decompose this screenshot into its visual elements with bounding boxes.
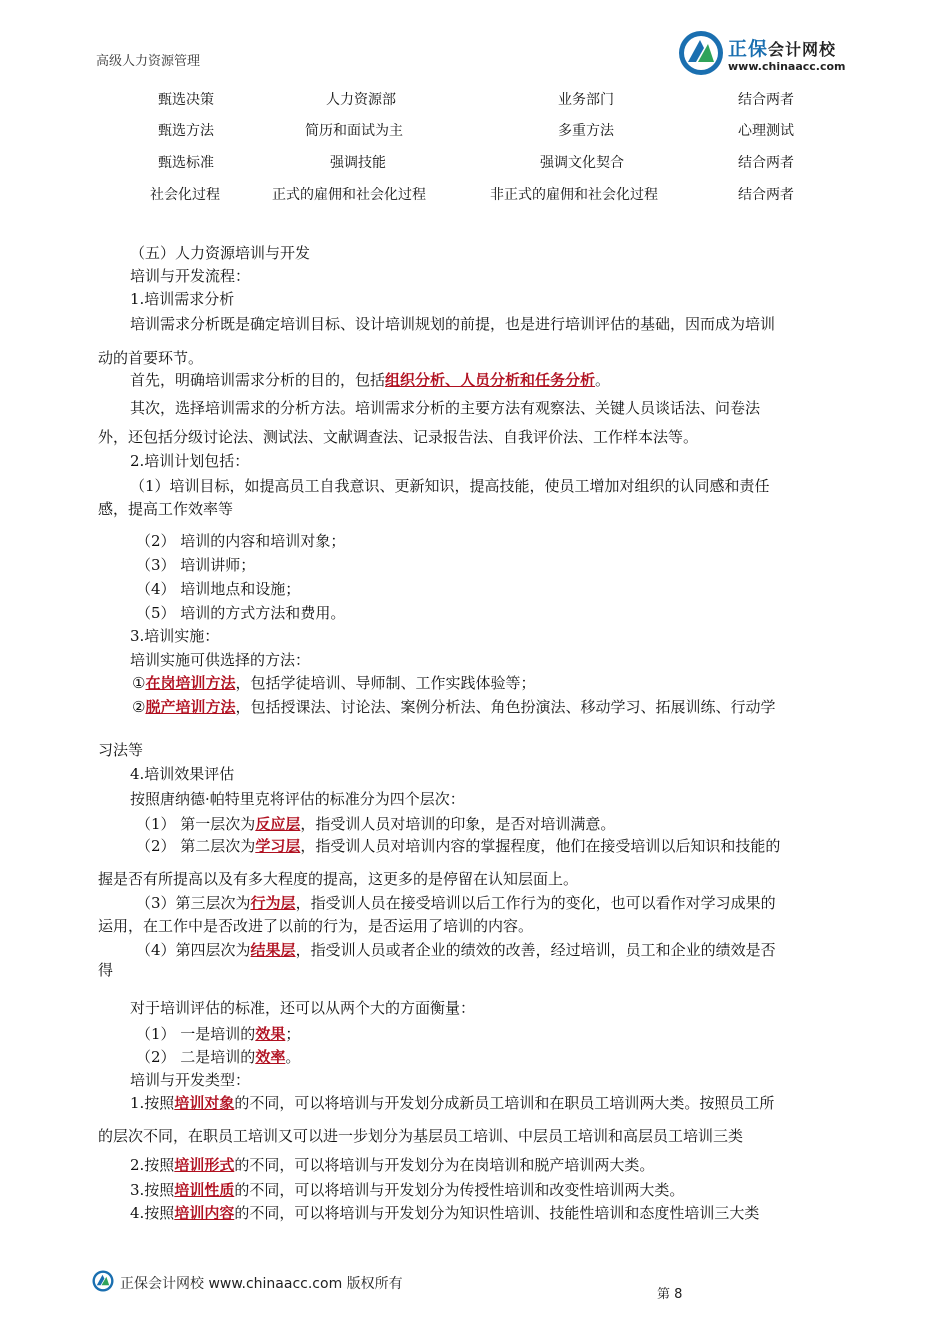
logo-icon — [678, 30, 724, 76]
footer-logo-icon — [92, 1270, 114, 1292]
eval-level-2: （2） 第二层次为学习层，指受训人员对培训内容的掌握程度，他们在接受培训以后知识和技能的 — [136, 837, 781, 855]
plan-item-5: （5） 培训的方式方法和费用。 — [136, 604, 346, 622]
impl-method-2-cont: 习法等 — [98, 741, 144, 759]
type-4: 4.按照培训内容的不同，可以将培训与开发划分为知识性培训、技能性培训和态度性培训三大类 — [130, 1204, 760, 1222]
table-row — [0, 153, 950, 171]
table-row — [0, 90, 950, 106]
plan-title: 2.培训计划包括： — [130, 452, 250, 470]
type-1-cont: 的层次不同，在职员工培训又可以进一步划分为基层员工培训、中层员工培训和高层员工培训三类 — [98, 1127, 744, 1145]
top-fragment: 高级人力资源管理 — [96, 54, 201, 69]
plan-item-4: （4） 培训地点和设施； — [136, 580, 301, 598]
needs-paragraph: 培训需求分析既是确定培训目标、设计培训规划的前提，也是进行培训评估的基础，因而成为培训 — [130, 315, 776, 333]
section-title: （五）人力资源培训与开发 — [130, 244, 311, 262]
table-row — [0, 121, 950, 139]
table-cell: 非正式的雇佣和社会化过程 — [490, 187, 658, 203]
brand-logo — [678, 30, 878, 78]
eval-intro: 按照唐纳德·帕特里克将评估的标准分为四个层次： — [130, 790, 465, 808]
needs-paragraph-cont: 动的首要环节。 — [98, 349, 204, 367]
table-cell: 甄选方法 — [158, 123, 214, 139]
type-3: 3.按照培训性质的不同，可以将培训与开发划分为传授性培训和改变性培训两大类。 — [130, 1181, 685, 1199]
eval-level-2-cont: 握是否有所提高以及有多大程度的提高，这更多的是停留在认知层面上。 — [98, 870, 579, 888]
table-cell: 业务部门 — [558, 92, 614, 108]
eval-level-3: （3）第三层次为行为层，指受训人员在接受培训以后工作行为的变化，也可以看作对学习成果的 — [136, 894, 776, 912]
eval-level-3-cont: 运用，在工作中是否改进了以前的行为，是否运用了培训的内容。 — [98, 917, 534, 935]
table-cell: 结合两者 — [738, 187, 794, 203]
table-cell: 甄选决策 — [158, 92, 214, 108]
footer-text: 正保会计网校 www.chinaacc.com 版权所有 — [120, 1276, 403, 1292]
eval-level-4-cont: 得 — [98, 961, 114, 979]
plan-item-3: （3） 培训讲师； — [136, 556, 256, 574]
impl-title: 3.培训实施： — [130, 627, 220, 645]
logo-url: www.chinaacc.com — [728, 60, 846, 73]
plan-item-1: （1）培训目标，如提高员工自我意识、更新知识，提高技能，使员工增加对组织的认同感和责任 — [130, 477, 770, 495]
impl-method-1: ①在岗培训方法，包括学徒培训、导师制、工作实践体验等； — [132, 674, 536, 692]
eval-title: 4.培训效果评估 — [130, 765, 235, 783]
process-heading: 培训与开发流程： — [130, 267, 251, 285]
plan-item-2: （2） 培训的内容和培训对象； — [136, 532, 346, 550]
plan-item-1-cont: 感，提高工作效率等 — [98, 500, 234, 518]
eval-level-1: （1） 第一层次为反应层，指受训人员对培训的印象，是否对培训满意。 — [136, 815, 616, 833]
needs-methods-cont: 外，还包括分级讨论法、测试法、文献调查法、记录报告法、自我评价法、工作样本法等。 — [98, 428, 699, 446]
measure-intro: 对于培训评估的标准，还可以从两个大的方面衡量： — [130, 999, 476, 1017]
page-number: 第 8 — [657, 1287, 683, 1302]
impl-method-2: ②脱产培训方法，包括授课法、讨论法、案例分析法、角色扮演法、移动学习、拓展训练、行动学 — [132, 698, 776, 716]
table-cell: 社会化过程 — [150, 187, 220, 203]
types-heading: 培训与开发类型： — [130, 1071, 251, 1089]
table-cell: 甄选标准 — [158, 155, 214, 171]
measure-item-1: （1） 一是培训的效果； — [136, 1025, 301, 1043]
table-cell: 强调技能 — [330, 155, 386, 171]
needs-title: 1.培训需求分析 — [130, 290, 235, 308]
needs-methods: 其次，选择培训需求的分析方法。培训需求分析的主要方法有观察法、关键人员谈话法、问卷法 — [130, 399, 761, 417]
logo-title: 正保会计网校 — [728, 38, 837, 60]
table-cell: 人力资源部 — [326, 92, 396, 108]
table-cell: 结合两者 — [738, 92, 794, 108]
table-row — [0, 185, 950, 201]
table-cell: 多重方法 — [558, 123, 614, 139]
eval-level-4: （4）第四层次为结果层，指受训人员或者企业的绩效的改善，经过培训，员工和企业的绩效是否 — [136, 941, 776, 959]
table-cell: 强调文化契合 — [540, 155, 624, 171]
needs-purpose: 首先，明确培训需求分析的目的，包括组织分析、人员分析和任务分析。 — [130, 371, 611, 389]
type-1: 1.按照培训对象的不同，可以将培训与开发划分成新员工培训和在职员工培训两大类。按照员工所 — [130, 1094, 775, 1112]
measure-item-2: （2） 二是培训的效率。 — [136, 1048, 301, 1066]
impl-intro: 培训实施可供选择的方法： — [130, 651, 311, 669]
type-2: 2.按照培训形式的不同，可以将培训与开发划分为在岗培训和脱产培训两大类。 — [130, 1156, 655, 1174]
table-cell: 心理测试 — [738, 123, 794, 139]
table-cell: 简历和面试为主 — [305, 123, 403, 139]
table-cell: 结合两者 — [738, 155, 794, 171]
table-cell: 正式的雇佣和社会化过程 — [272, 187, 426, 203]
